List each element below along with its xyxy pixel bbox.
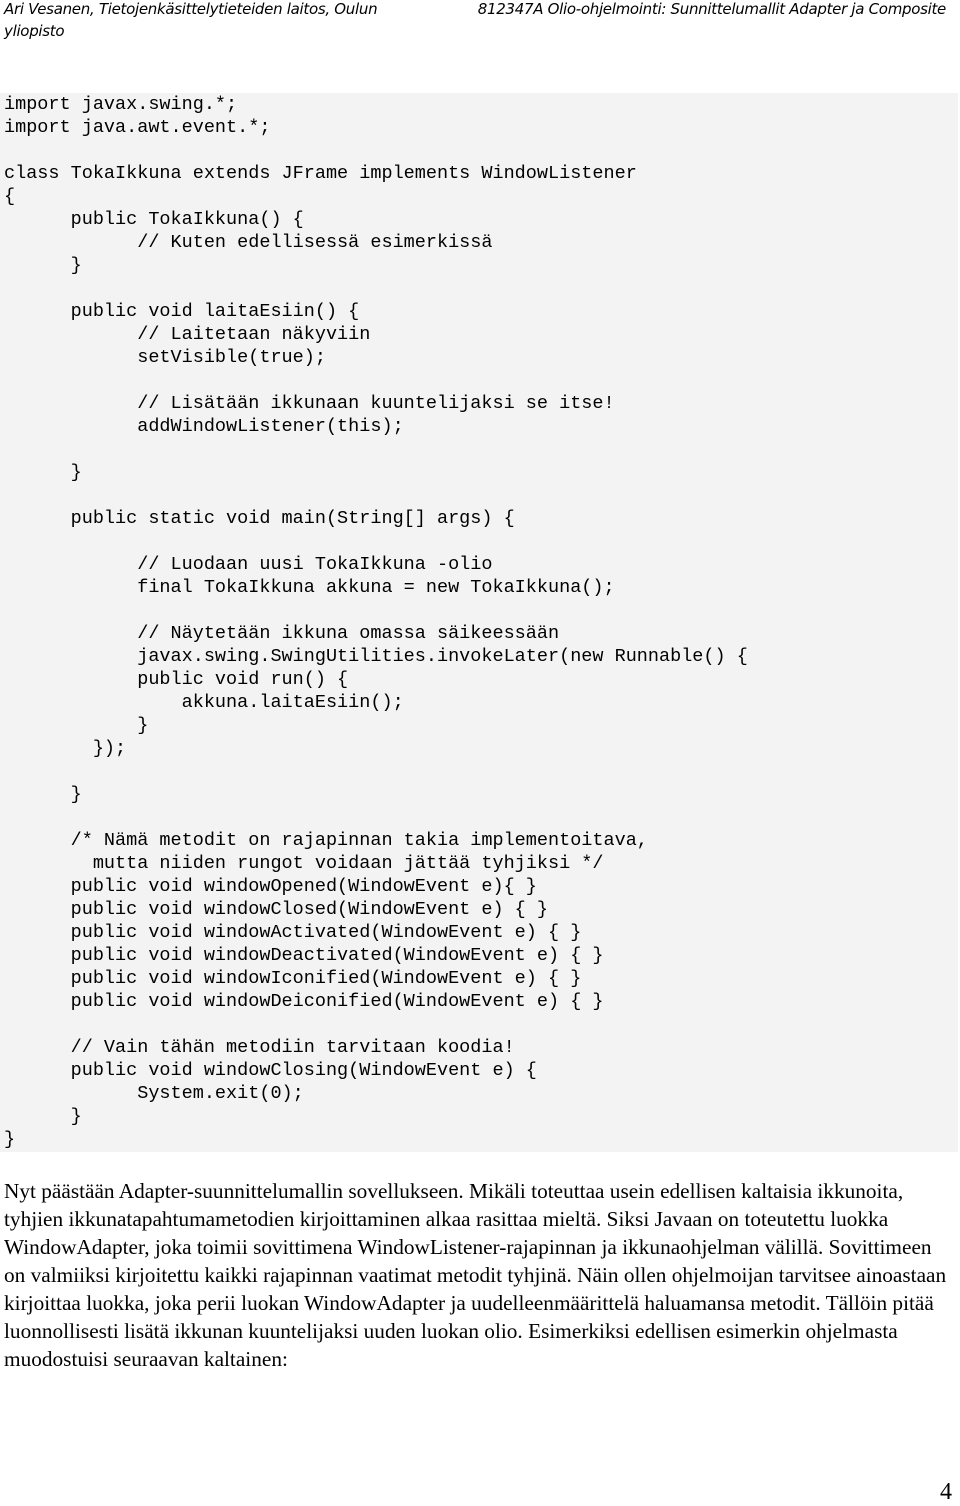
- page-number: 4: [940, 1479, 952, 1505]
- header-course-title: 812347A Olio-ohjelmointi: Sunnittelumallit Adapter ja Composite: [477, 0, 946, 18]
- header-author: Ari Vesanen, Tietojenkäsittelytieteiden laitos, Oulun yliopisto: [4, 0, 378, 40]
- page-header: [0, 0, 960, 42]
- body-paragraph: Nyt päästään Adapter-suunnittelumallin sovellukseen. Mikäli toteuttaa usein edellisen kaltaisia ikkunoita, tyhjien ikkunatapahtumametodien kirjoittaminen alkaa rasittaa mieltä. Siksi Javaan on toteutettu luokka WindowAdapter, joka toimii sovittimena WindowListener-rajapinnan ja ikkunaohjelman välillä. Sovittimeen on valmiiksi kirjoitettu kaikki rajapinnan vaatimat metodit tyhjinä. Näin ollen ohjelmoijan tarvitsee ainoastaan kirjoittaa luokka, joka perii luokan WindowAdapter ja uudelleenmäärittelä haluamansa metodit. Tällöin pitää luonnollisesti lisätä ikkunan kuuntelijaksi uuden luokan olio. Esimerkiksi edellisen esimerkin ohjelmasta muodostuisi seuraavan kaltainen:: [4, 1179, 947, 1371]
- code-text: import javax.swing.*; import java.awt.event.*; class TokaIkkuna extends JFrame implements WindowListener { public TokaIkkuna() { // Kuten edellisessä esimerkissä } public void laitaEsiin() { // Laitetaan näkyviin setVisible(true); // Lisätään ikkunaan kuuntelijaksi se itse! addWindowListener(this); } public static void main(String[] args) { // Luodaan uusi TokaIkkuna -olio final TokaIkkuna akkuna = new TokaIkkuna(); // Näytetään ikkuna omassa säikeessään javax.swing.SwingUtilities.invokeLater(new Runnable() { public void run() { akkuna.laitaEsiin(); } }); } /* Nämä metodit on rajapinnan takia implementoitava, mutta niiden rungot voidaan jättää tyhjiksi */ public void windowOpened(WindowEvent e){ } public void windowClosed(WindowEvent e) { } public void windowActivated(WindowEvent e) { } public void windowDeactivated(WindowEvent e) { } public void windowIconified(WindowEvent e) { } public void windowDeiconified(WindowEvent e) { } // Vain tähän metodiin tarvitaan koodia! public void windowClosing(WindowEvent e) { System.exit(0); } }: [4, 94, 748, 1150]
- code-listing: [0, 93, 958, 1152]
